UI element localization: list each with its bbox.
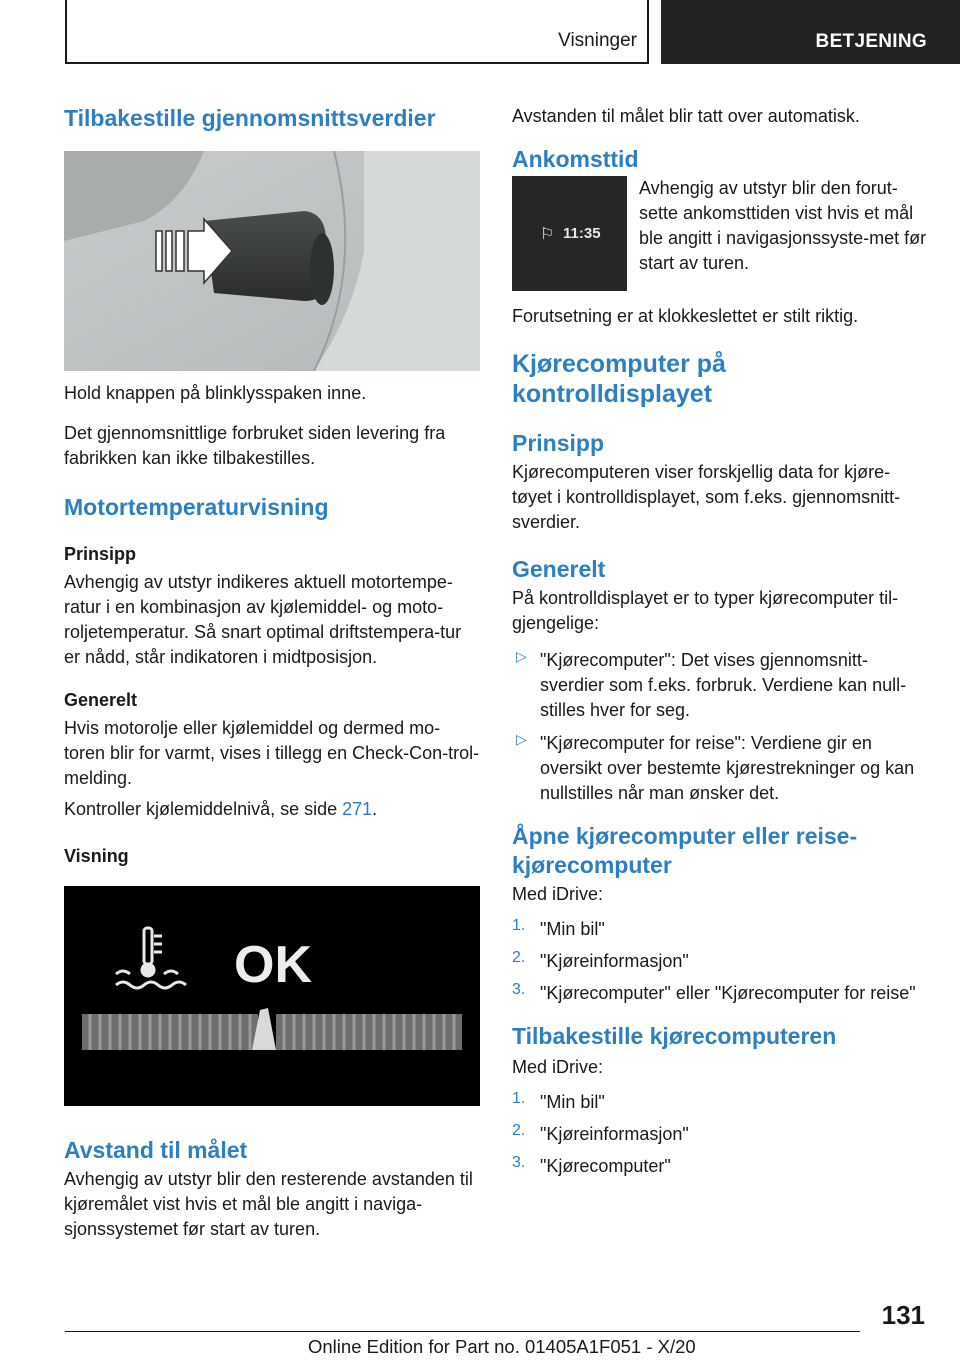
step-text: "Kjøreinformasjon" (540, 951, 689, 971)
paragraph-general: Hvis motorolje eller kjølemiddel og dermed mo-toren blir for varmt, vises i tillegg en Check-Con-trol-melding. (64, 718, 480, 788)
step-number: 3. (512, 1154, 526, 1171)
paragraph-idrive-reset: Med iDrive: (512, 1057, 604, 1077)
subheading-display: Visning (64, 846, 129, 866)
arrival-time-value: 11:35 (563, 225, 601, 242)
heading-open-trip-computer: Åpne kjørecomputer eller reise-kjørecomputer (512, 823, 858, 878)
heading-principle: Prinsipp (512, 430, 605, 456)
bullet-triangle-icon: ▷ (516, 731, 527, 747)
paragraph-idrive-open: Med iDrive: (512, 884, 604, 904)
bullet-triangle-icon: ▷ (516, 648, 527, 664)
subheading-general: Generelt (64, 690, 138, 710)
bullet-text: "Kjørecomputer for reise": Verdiene gir en oversikt over bestemte kjørestrekninger og kan nullstilles når man ønsker det. (540, 733, 915, 803)
heading-arrival-time: Ankomsttid (512, 146, 639, 172)
engine-temperature-display-image (64, 886, 480, 1106)
turn-signal-lever-illustration (64, 151, 480, 371)
step-item (512, 1154, 928, 1179)
step-text: "Kjøreinformasjon" (540, 1124, 689, 1144)
step-number: 1. (512, 917, 526, 934)
step-text: "Kjørecomputer" (540, 1156, 671, 1176)
check-coolant-suffix: . (372, 799, 378, 819)
arrival-time-block (512, 176, 928, 296)
footer-divider (65, 1331, 860, 1332)
paragraph-check-coolant (64, 797, 480, 822)
step-item (512, 917, 928, 942)
step-text: "Kjørecomputer" eller "Kjørecomputer for reise" (540, 983, 916, 1003)
temperature-ok-label: OK (234, 936, 312, 994)
paragraph-principle-right: Kjørecomputeren viser forskjellig data for kjøre-tøyet i kontrolldisplayet, som f.eks. gjennomsnitt-sverdier. (512, 462, 901, 532)
paragraph-hold-button: Hold knappen på blinklysspaken inne. (64, 383, 367, 403)
heading-reset-averages: Tilbakestille gjennomsnittsverdier (64, 105, 436, 131)
paragraph-average-consumption: Det gjennomsnittlige forbruket siden levering fra fabrikken kan ikke tilbakestilles. (64, 423, 446, 468)
paragraph-general-right: På kontrolldisplayet er to typer kjørecomputer til-gjengelige: (512, 588, 899, 633)
footer-edition-text: Online Edition for Part no. 01405A1F051 - X/20 (308, 1336, 696, 1357)
heading-trip-computer-display: Kjørecomputer på kontrolldisplayet (512, 350, 726, 408)
header-chapter-tab: BETJENING (661, 0, 960, 64)
subheading-principle: Prinsipp (64, 544, 137, 564)
page-reference-link[interactable]: 271 (342, 799, 373, 819)
paragraph-principle: Avhengig av utstyr indikeres aktuell motortempe-ratur i en kombinasjon av kjølemiddel- og moto-roljetemperatur. Så snart optimal driftstempera-tur er nådd, står indikatoren i midtposisjon. (64, 572, 462, 667)
paragraph-distance-auto: Avstanden til målet blir tatt over automatisk. (512, 106, 860, 126)
heading-distance-to-destination: Avstand til målet (64, 1137, 248, 1163)
bullet-text: "Kjørecomputer": Det vises gjennomsnitt-sverdier som f.eks. forbruk. Verdiene kan null-stilles hver for seg. (540, 650, 907, 720)
paragraph-clock-set: Forutsetning er at klokkeslettet er stilt riktig. (512, 306, 859, 326)
step-number: 2. (512, 949, 526, 966)
step-text: "Min bil" (540, 1092, 605, 1112)
heading-reset-trip-computer: Tilbakestille kjørecomputeren (512, 1023, 837, 1049)
step-number: 2. (512, 1122, 526, 1139)
step-item (512, 1090, 928, 1115)
step-item (512, 949, 928, 974)
paragraph-distance: Avhengig av utstyr blir den resterende avstanden til kjøremålet vist hvis et mål ble angitt i naviga-sjonssystemet før start av turen. (64, 1169, 473, 1239)
bullet-item (512, 731, 928, 806)
check-coolant-text: Kontroller kjølemiddelnivå, se side (64, 799, 343, 819)
page-number: 131 (881, 1300, 925, 1330)
step-number: 1. (512, 1090, 526, 1107)
step-text: "Min bil" (540, 919, 605, 939)
header-section-title: Visninger (558, 30, 637, 51)
heading-engine-temperature: Motortemperaturvisning (64, 494, 329, 520)
arrival-time-display-image (512, 176, 627, 291)
heading-general: Generelt (512, 556, 606, 582)
left-column (64, 100, 480, 1242)
step-item (512, 1122, 928, 1147)
right-column (512, 100, 928, 1179)
destination-flag-icon: ⚐ (540, 226, 555, 243)
step-item (512, 981, 928, 1006)
bullet-item (512, 648, 928, 723)
paragraph-arrival-time: Avhengig av utstyr blir den forut-sette ankomsttiden vist hvis et mål ble angitt i navigasjonssyste-met før start av turen. (639, 178, 927, 273)
step-number: 3. (512, 981, 526, 998)
